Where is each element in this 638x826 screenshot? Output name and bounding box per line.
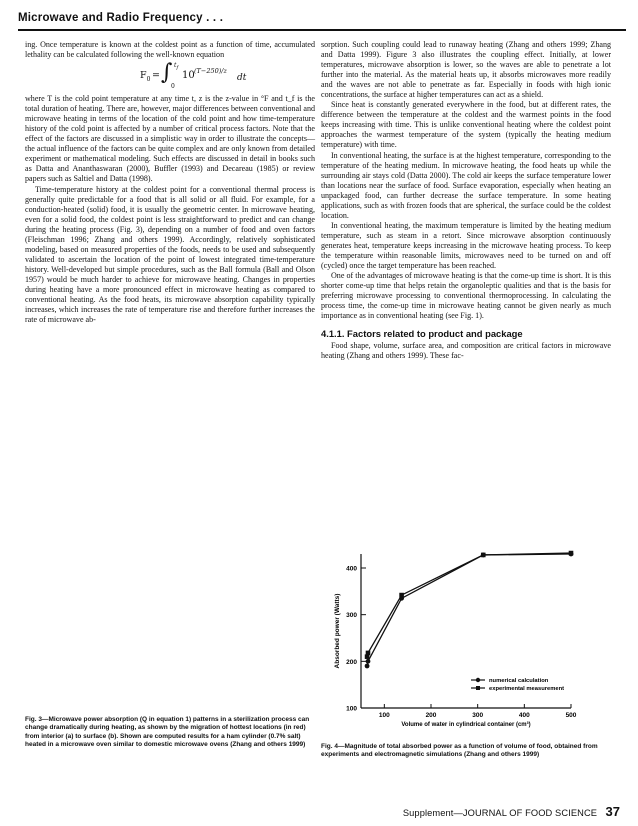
data-point-square — [399, 593, 404, 598]
y-tick-label: 100 — [346, 705, 357, 713]
y-tick-label: 200 — [346, 658, 357, 666]
x-tick-label: 500 — [565, 712, 577, 719]
right-column — [321, 40, 611, 361]
series-line-0 — [367, 554, 571, 666]
x-tick-label: 200 — [425, 712, 437, 719]
x-axis-label: Volume of water in cylindrical container (cm³) — [401, 722, 531, 728]
y-tick-label: 300 — [346, 612, 357, 620]
x-tick-label: 300 — [472, 712, 484, 719]
integral-lower-limit: 0 — [171, 83, 175, 91]
integral-upper-limit: $t_f$ — [174, 62, 179, 72]
data-point-circle — [365, 664, 370, 669]
right-paragraph-4: In conventional heating, the maximum temperature is limited by the heating medium temperature, such as steam in a retort. Since microwave absorption continuously generates heat, temperature keeps increasing in the microwave heating process. To keep the temperature within reasonable limits, microwaves need to be turned on and off (cycled) once the target temperature has been reached. — [321, 220, 611, 271]
legend-marker-square — [476, 686, 480, 690]
y-axis-label: Absorbed power (Watts) — [334, 593, 341, 669]
figure-4-chart — [321, 540, 611, 740]
running-title: Microwave and Radio Frequency . . . — [18, 12, 224, 24]
figure-4-caption: Fig. 4—Magnitude of total absorbed power as a function of volume of food, obtained from experiments and electromagnetic simulations (Zhang and others 1999) — [321, 743, 598, 759]
equation-lhs: $F_0$ — [140, 70, 151, 83]
page-header — [18, 9, 626, 31]
figure-3-caption: Fig. 3—Microwave power absorption (Q in equation 1) patterns in a sterilization process can change dramatically during heating, as shown by the migration of hottest locations (in red) from interior (a) to surface (b). Shown are computed results for a ham cylinder (0.7% salt) heated in a microwave oven similar to domestic microwave ovens (Zhang and others 1999) — [25, 716, 310, 749]
page-number: 37 — [605, 804, 620, 819]
data-point-square — [481, 553, 486, 558]
left-paragraph-2: where T is the cold point temperature at any time t, z is the z-value in °F and t_f is the total duration of heating. There are, however, major differences between conventional and microwave heating in terms of the location of the cold point and how time-temperature history of the cold point is affected by a number of critical process factors. Note that the effect of the factors are discussed in a simplistic way in order to illustrate the concepts—the actual influence of the factors can be quite complex and are only known from detailed experiment or mathematical modeling. Such effects are discussed in detail in books such as Datta and Ananthaswaran (2000), Buffler (1993) and Decareau (1985) or review papers such as Saltiel and Datta (1998). — [25, 94, 315, 184]
right-paragraph-5: One of the advantages of microwave heating is that the come-up time is short. It is this shorter come-up time that helps retain the organoleptic qualities and that is the basis for preferring microwave processing to conventional thermoprocessing. In calculating the process time, the come-up time in microwave heating cannot be given nearly as much importance as in conventional heating (see Fig. 1). — [321, 271, 611, 321]
x-tick-label: 400 — [518, 712, 530, 719]
equation-exponent: (T−250)/z — [194, 67, 227, 76]
journal-name: Supplement—JOURNAL OF FOOD SCIENCE — [402, 808, 598, 818]
legend-marker-circle — [476, 678, 480, 682]
right-paragraph-6: Food shape, volume, surface area, and composition are critical factors in microwave heating (Zhang and others 1999). These fac- — [321, 341, 611, 361]
x-tick-label: 100 — [378, 712, 390, 719]
right-paragraph-3: In conventional heating, the surface is at the highest temperature, corresponding to the temperature of the heating medium. In microwave heating, the food heats up while the surrounding air stays cold (Datta 2000). The cold air keeps the surface temperature lower than locations near the surface of food. Surface evaporation, especially when heating an unpackaged food, can further decrease the surface temperature. In some heating applications, such as with frozen foods that are spherical, the surface could be the coldest location. — [321, 150, 611, 220]
integral-sign: ∫ — [161, 60, 173, 86]
lethality-equation — [25, 60, 315, 91]
data-point-circle — [366, 659, 371, 664]
y-tick-label: 400 — [346, 565, 357, 573]
left-paragraph-3: Time-temperature history at the coldest point for a conventional thermal process is generally quite predictable for a food that is all solid or all fluid. For example, for a conduction-heated (solid) food, it is usually the geometric center. In microwave heating, even for a solid food, the coldest point is less straightforward to predict and can change during the heating process (Fig. 3), depending on a number of food and oven factors (Fleischman 1996; Zhang and others 1999). Accordingly, relatively sophisticated modeling, based on measured properties of the foods, needs to be used and subsequently validated to ascertain the location of the point of lowest integrated time-temperature history. Well-developed but simple procedures, such as the Ball formula (Ball and Olson 1957) would be much harder to achieve for microwave heating. Changes in properties during heating have a more pronounced effect in microwave heating as compared to conventional heating. As the food heats, its microwave absorption capability typically increases, which increases the rate of temperature rise and therefore further increases the rate of microwave ab- — [25, 184, 315, 325]
left-column — [25, 40, 315, 325]
equation-base: 10 — [182, 70, 195, 82]
left-paragraph-1: ing. Once temperature is known at the coldest point as a function of time, accumulated lethality can be calculated following the well-known equation — [25, 40, 315, 60]
equation-equals: = — [152, 70, 160, 82]
right-paragraph-2: Since heat is constantly generated everywhere in the food, but at different rates, the difference between the temperature at the coldest and the warmest points in the food keeps increasing with time. This is unlike conventional heating where the coldest point approaches the warmest temperature of the system (typically the heating medium temperature) with time. — [321, 100, 611, 150]
legend-label-0: numerical calculation — [489, 678, 549, 685]
right-paragraph-1: sorption. Such coupling could lead to runaway heating (Zhang and others 1999; Zhang and Datta 1999). Figure 3 also illustrates the coupling effect. Initially, at lower temperatures, microwave absorption is lower, so the waves are able to penetrate a lot further into the material. As the material heats up, it absorbs microwaves more readily and the waves are not able to penetrate as far. Especially in foods with high ionic concentrations, the surface at higher temperatures can act as a shield. — [321, 40, 611, 100]
equation-differential: dt — [237, 73, 247, 84]
page-footer — [330, 803, 620, 817]
legend-label-1: experimental measurement — [489, 686, 565, 693]
chart-svg — [321, 540, 611, 740]
section-heading: 4.1.1. Factors related to product and package — [321, 328, 523, 340]
data-point-square — [569, 551, 574, 556]
data-point-square — [366, 651, 371, 656]
